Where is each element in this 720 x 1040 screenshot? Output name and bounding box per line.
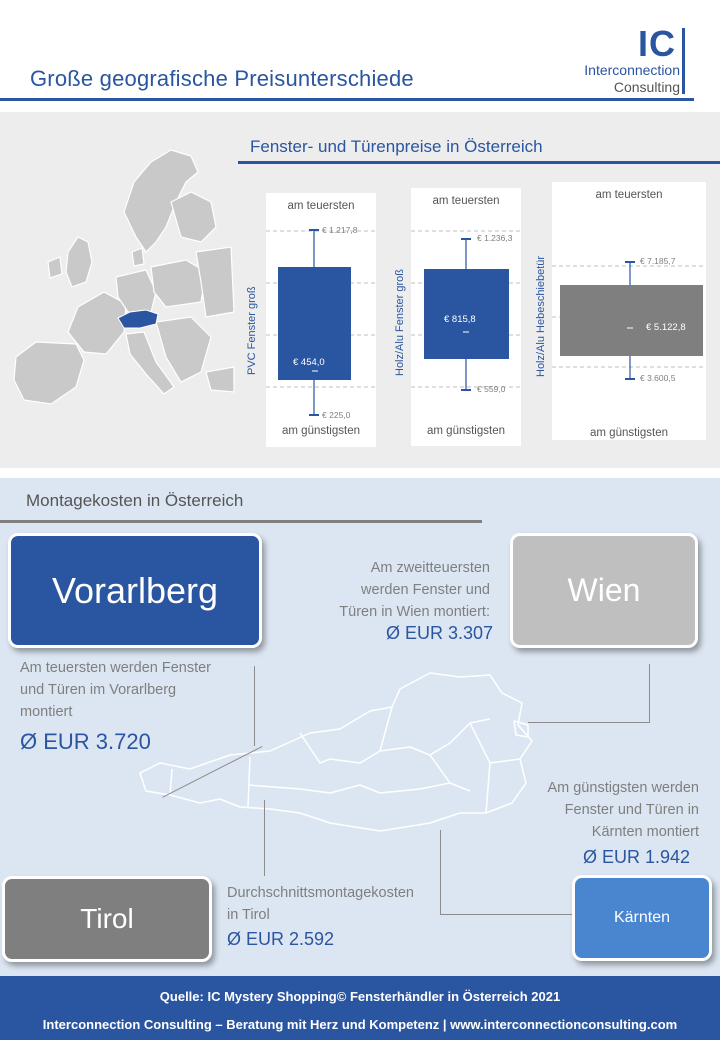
kaernten-price: Ø EUR 1.942	[583, 847, 691, 867]
page-title: Große geografische Preisunterschiede	[30, 66, 414, 91]
wien-description	[300, 557, 490, 623]
connector-line	[649, 664, 650, 722]
min-value: € 225,0	[322, 410, 351, 420]
logo-bar	[682, 28, 685, 94]
card-label-top: am teuersten	[287, 200, 355, 212]
tirol-description	[227, 882, 414, 926]
kaernten-label: Kärnten	[613, 909, 671, 926]
card-label-top: am teuersten	[595, 189, 663, 201]
kaernten-description	[500, 777, 699, 843]
company-logo	[560, 23, 690, 96]
prices-divider	[238, 161, 720, 164]
avg-value: € 454,0	[293, 357, 325, 368]
price-card-pvc	[246, 193, 376, 447]
price-card-hebeschiebetuer	[535, 182, 706, 440]
desc-line: montiert	[20, 704, 73, 720]
card-ylabel: Holz/Alu Hebeschiebetür	[535, 255, 547, 377]
boxplot-pvc	[266, 193, 376, 447]
card-label-bottom: am günstigsten	[427, 425, 505, 437]
connector-line	[264, 800, 265, 876]
vorarlberg-label: Vorarlberg	[51, 569, 219, 611]
montage-title: Montagekosten in Österreich	[26, 491, 244, 510]
tirol-label: Tirol	[80, 903, 134, 934]
wien-label: Wien	[567, 572, 641, 608]
footer-source: Quelle: IC Mystery Shopping© Fensterhändler in Österreich 2021	[159, 989, 561, 1004]
connector-line	[440, 914, 572, 915]
desc-line: Am teuersten werden Fenster	[20, 660, 212, 676]
logo-line2: Consulting	[613, 79, 680, 95]
min-value: € 3.600,5	[640, 373, 676, 383]
desc-line: Durchschnittsmontagekosten	[227, 885, 414, 901]
montage-section	[0, 478, 720, 976]
prices-title: Fenster- und Türenpreise in Österreich	[250, 137, 543, 156]
logo-line1: Interconnection	[584, 62, 680, 78]
max-value: € 1.236,3	[477, 233, 513, 243]
card-label-bottom: am günstigsten	[590, 427, 668, 439]
avg-value: € 5.122,8	[646, 322, 686, 333]
vorarlberg-box	[8, 533, 262, 648]
min-value: € 559,0	[477, 384, 506, 394]
desc-line: Kärnten montiert	[591, 824, 699, 840]
card-label-bottom: am günstigsten	[282, 425, 360, 437]
card-ylabel: PVC Fenster groß	[246, 286, 258, 375]
desc-line: Am zweitteuersten	[370, 560, 490, 576]
footer	[0, 976, 720, 1040]
desc-line: Fenster und Türen in	[564, 802, 699, 818]
desc-line: Türen in Wien montiert:	[339, 604, 490, 620]
connector-line	[254, 666, 255, 746]
desc-line: Am günstigsten werden	[547, 780, 699, 796]
prices-section	[0, 112, 720, 468]
connector-line	[528, 722, 650, 723]
vorarlberg-description	[20, 657, 211, 723]
europe-map-icon	[6, 142, 236, 442]
max-value: € 1.217,8	[322, 225, 358, 235]
wien-box	[510, 533, 698, 648]
logo-mark: IC	[638, 23, 676, 64]
kaernten-box	[572, 875, 712, 961]
vorarlberg-price: Ø EUR 3.720	[20, 729, 151, 754]
wien-price: Ø EUR 3.307	[386, 623, 494, 643]
header-divider	[0, 98, 694, 101]
montage-divider	[0, 520, 482, 523]
tirol-price: Ø EUR 2.592	[227, 929, 335, 949]
boxplot-hebeschiebetuer	[552, 182, 706, 440]
footer-tagline: Interconnection Consulting – Beratung mit Herz und Kompetenz | www.interconnectionconsulting.com	[42, 1017, 678, 1032]
desc-line: werden Fenster und	[361, 582, 490, 598]
avg-value: € 815,8	[444, 314, 476, 325]
card-ylabel: Holz/Alu Fenster groß	[394, 269, 406, 376]
card-label-top: am teuersten	[432, 195, 500, 207]
max-value: € 7.185,7	[640, 256, 676, 266]
desc-line: in Tirol	[227, 907, 270, 923]
header	[0, 0, 720, 110]
connector-line	[440, 830, 441, 914]
tirol-box	[2, 876, 212, 962]
price-card-holz-alu-fenster	[394, 188, 521, 446]
desc-line: und Türen im Vorarlberg	[20, 682, 177, 698]
